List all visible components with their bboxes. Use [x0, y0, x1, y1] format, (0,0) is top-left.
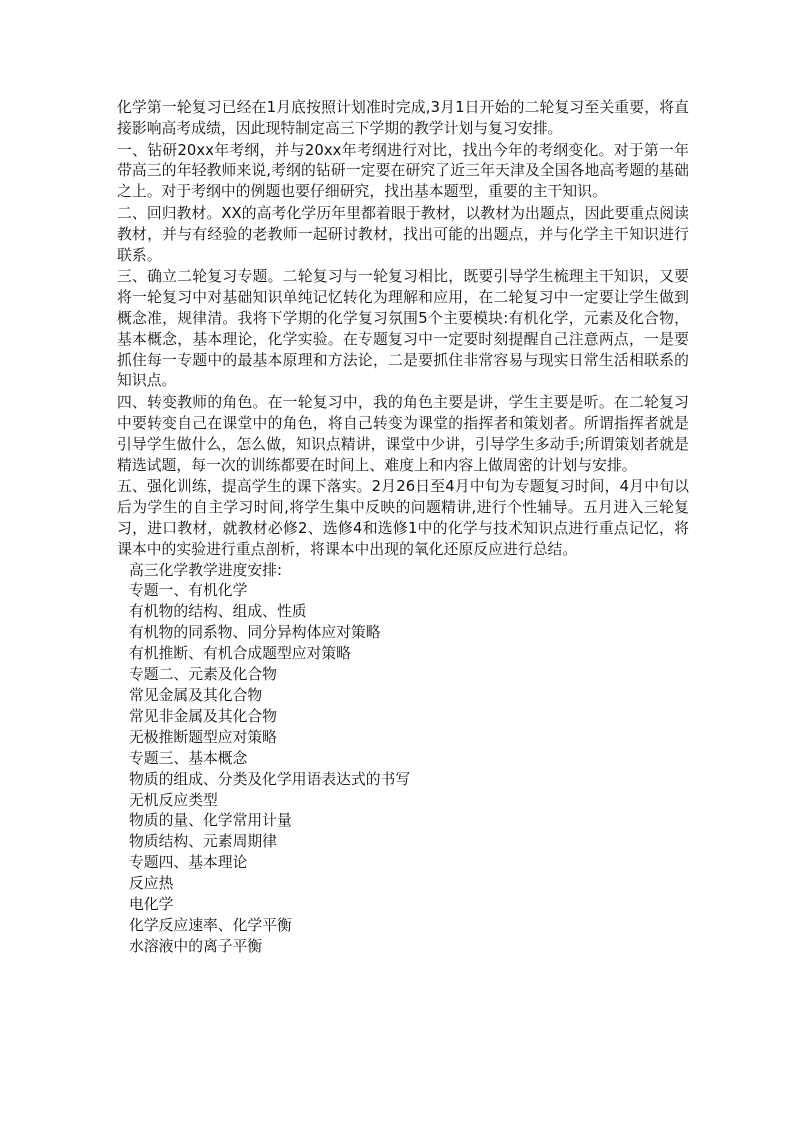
schedule-topic: 专题三、基本概念 [129, 749, 248, 767]
schedule-heading: 高三化学教学进度安排: [129, 561, 282, 579]
schedule-item: 无机反应类型 [129, 791, 218, 809]
schedule-item: 有机物的结构、组成、性质 [129, 603, 307, 621]
intro-paragraph: 化学第一轮复习已经在1月底按照计划准时完成,3月1日开始的二轮复习至关重要，将直接影响高考成绩，因此现特制定高三下学期的教学计划与复习安排。 [117, 99, 689, 137]
section-one-paragraph: 一、钻研20xx年考纲，并与20xx年考纲进行对比，找出今年的考纲变化。对于第一年带高三的年轻教师来说,考纲的钻研一定要在研究了近三年天津及全国各地高考题的基础之上。对于考纲中的例题也要仔细研究，找出基本题型，重要的主干知识。 [117, 141, 689, 201]
schedule-item: 物质的组成、分类及化学用语表达式的书写 [129, 770, 411, 788]
document-page [117, 98, 689, 958]
section-four-paragraph: 四、转变教师的角色。在一轮复习中，我的角色主要是讲，学生主要是听。在二轮复习中要转变自己在课堂中的角色，将自己转变为课堂的指挥者和策划者。所谓指挥者就是引导学生做什么，怎么做，知识点精讲，课堂中少讲，引导学生多动手;所谓策划者就是精选试题，每一次的训练都要在时间上、难度上和内容上做周密的计划与安排。 [117, 394, 689, 474]
schedule-topic: 专题四、基本理论 [129, 854, 248, 872]
schedule-item: 化学反应速率、化学平衡 [129, 916, 292, 934]
section-two-paragraph: 二、回归教材。XX的高考化学历年里都着眼于教材，以教材为出题点，因此要重点阅读教材，并与有经验的老教师一起研讨教材，找出可能的出题点，并与化学主干知识进行联系。 [117, 204, 689, 264]
schedule-item: 水溶液中的离子平衡 [129, 937, 263, 955]
schedule-list [117, 561, 689, 958]
section-five-paragraph: 五、强化训练，提高学生的课下落实。2月26日至4月中旬为专题复习时间，4月中旬以后为学生的自主学习时间,将学生集中反映的问题精讲,进行个性辅导。五月进入三轮复习，进口教材，就教材必修2、选修4和选修1中的化学与技术知识点进行重点记忆，将课本中的实验进行重点剖析，将课本中出现的氧化还原反应进行总结。 [117, 478, 689, 558]
schedule-item: 有机推断、有机合成题型应对策略 [129, 645, 351, 663]
schedule-item: 常见金属及其化合物 [129, 686, 263, 704]
schedule-item: 物质结构、元素周期律 [129, 833, 277, 851]
schedule-item: 电化学 [129, 896, 174, 914]
schedule-topic: 专题一、有机化学 [129, 582, 248, 600]
schedule-item: 常见非金属及其化合物 [129, 707, 277, 725]
section-three-paragraph: 三、确立二轮复习专题。二轮复习与一轮复习相比，既要引导学生梳理主干知识，又要将一轮复习中对基础知识单纯记忆转化为理解和应用，在二轮复习中一定要让学生做到概念准，规律清。我将下学期的化学复习氛围5个主要模块:有机化学，元素及化合物，基本概念，基本理论，化学实验。在专题复习中一定要时刻提醒自己注意两点，一是要抓住每一专题中的最基本原理和方法论，二是要抓住非常容易与现实日常生活相联系的知识点。 [117, 268, 689, 390]
schedule-item: 物质的量、化学常用计量 [129, 812, 292, 830]
schedule-item: 无极推断题型应对策略 [129, 728, 277, 746]
schedule-item: 有机物的同系物、同分异构体应对策略 [129, 624, 381, 642]
schedule-topic: 专题二、元素及化合物 [129, 666, 277, 684]
schedule-item: 反应热 [129, 875, 174, 893]
